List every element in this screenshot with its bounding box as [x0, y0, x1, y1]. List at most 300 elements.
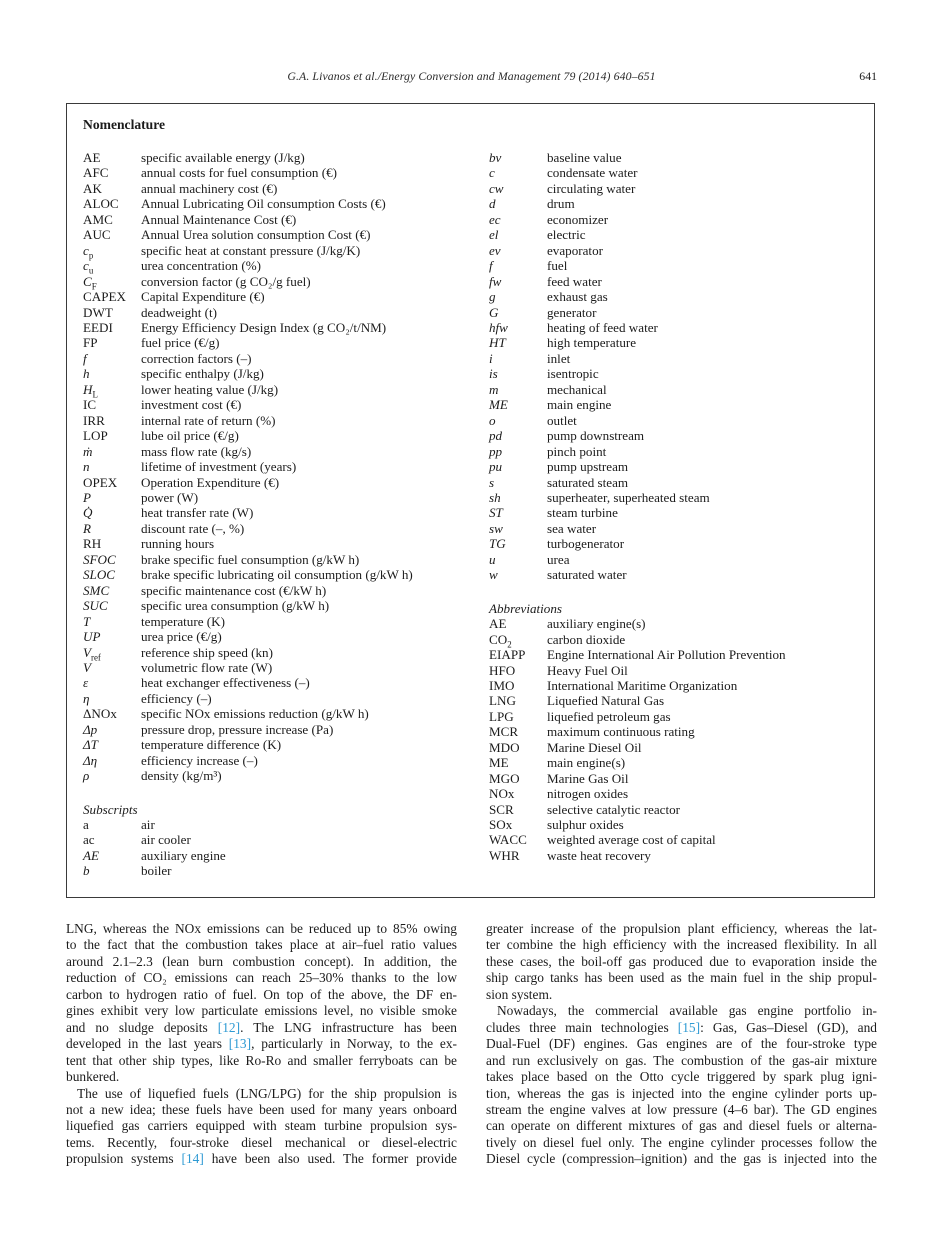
symbol: a — [83, 817, 89, 833]
citation-link[interactable]: [12] — [217, 1019, 241, 1035]
nomenclature-entry — [83, 817, 489, 832]
definition: pressure drop, pressure increase (Pa) — [141, 721, 334, 737]
definition: running hours — [141, 536, 215, 552]
nomenclature-entry — [83, 505, 489, 520]
symbol: d — [489, 196, 496, 212]
symbol: s — [489, 474, 495, 490]
symbol: SLOC — [83, 567, 116, 583]
nomenclature-entry — [489, 150, 858, 165]
symbol: $H_L$ — [83, 381, 98, 400]
text-line: tent that other ship types, like Ro-Ro and smaller ferryboats can be — [66, 1052, 457, 1068]
nomenclature-entry — [489, 320, 858, 335]
nomenclature-box — [66, 103, 875, 898]
symbol: pp — [489, 443, 503, 459]
nomenclature-entry — [83, 335, 489, 350]
citation-link[interactable]: [15] — [677, 1019, 701, 1035]
definition: saturated water — [547, 567, 627, 583]
definition: fuel — [547, 258, 568, 274]
definition: evaporator — [547, 242, 603, 258]
text-line: takes place based on the Otto cycle triggered by spark plug igni- — [486, 1069, 877, 1085]
symbol: b — [83, 863, 90, 879]
symbol: LPG — [489, 708, 514, 724]
definition: Energy Efficiency Design Index (g CO₂/t/NM) — [141, 319, 387, 335]
nomenclature-entry — [83, 165, 489, 180]
nomenclature-entry — [489, 724, 858, 739]
text-line: LNG, whereas the NOx emissions can be reduced up to 85% owing — [66, 921, 457, 936]
nomenclature-entry — [489, 740, 858, 755]
definition: carbon dioxide — [547, 631, 626, 647]
definition: specific heat at constant pressure (J/kg/K) — [141, 242, 361, 258]
definition: electric — [547, 227, 586, 243]
definition: power (W) — [141, 489, 199, 505]
symbol: SMC — [83, 582, 110, 598]
symbol: fw — [489, 273, 502, 289]
text-line: Dual-Fuel (DF) engines. Gas engines are of the four-stroke type — [486, 1036, 877, 1052]
symbol: hfw — [489, 319, 508, 335]
text-line: liquefied gas carriers equipped with steam turbine propulsion sys- — [66, 1118, 457, 1134]
nomenclature-entry — [489, 631, 858, 650]
definition: steam turbine — [547, 505, 618, 521]
definition: International Maritime Organization — [547, 677, 738, 693]
symbol: EIAPP — [489, 647, 526, 663]
definition: Liquefied Natural Gas — [547, 693, 665, 709]
definition: sulphur oxides — [547, 817, 624, 833]
symbol: u — [489, 551, 496, 567]
nomenclature-entry — [83, 305, 489, 320]
nomenclature-entry — [489, 397, 858, 412]
nomenclature-entry — [83, 181, 489, 196]
text-line: not a new idea; these fuels have been used for many years onboard — [66, 1101, 457, 1117]
symbol: el — [489, 227, 499, 243]
definition: lower heating value (J/kg) — [141, 381, 279, 397]
symbol: FP — [83, 335, 98, 351]
citation-link[interactable]: [13] — [228, 1036, 252, 1052]
paragraph — [486, 921, 877, 1003]
symbol: SUC — [83, 598, 108, 614]
nomenclature-entry — [83, 567, 489, 582]
symbol: AE — [489, 616, 507, 632]
nomenclature-entry — [489, 165, 858, 180]
nomenclature-entry — [489, 181, 858, 196]
nomenclature-entry — [83, 444, 489, 459]
definition: lube oil price (€/g) — [141, 428, 239, 444]
symbol: ME — [489, 755, 509, 771]
symbol: c — [489, 165, 495, 181]
symbol: HT — [489, 335, 506, 351]
definition: Annual Lubricating Oil consumption Costs (€) — [141, 196, 386, 212]
definition: main engine(s) — [547, 755, 626, 771]
definition: auxiliary engine(s) — [547, 616, 646, 632]
nomenclature-entry — [489, 227, 858, 242]
symbol: ρ — [83, 768, 90, 784]
nomenclature-entry — [83, 722, 489, 737]
nomenclature-entry — [489, 444, 858, 459]
nomenclature-entry — [83, 242, 489, 261]
definition: specific maintenance cost (€/kW h) — [141, 582, 327, 598]
nomenclature-entry — [489, 832, 858, 847]
nomenclature-entry — [83, 583, 489, 598]
definition: Operation Expenditure (€) — [141, 474, 280, 490]
symbol: bv — [489, 150, 502, 165]
nomenclature-right-column — [489, 150, 858, 879]
nomenclature-entry — [489, 567, 858, 582]
definition: superheater, superheated steam — [547, 489, 710, 505]
definition: pump upstream — [547, 459, 629, 475]
nomenclature-entry — [489, 351, 858, 366]
text-line: gines exhibit very low particulate emissions level, no visible smoke — [66, 1003, 457, 1019]
body-text — [66, 921, 877, 1168]
nomenclature-entry — [489, 536, 858, 551]
text-line: tively on diesel fuel only. The engine cylinder processes follow the — [486, 1134, 877, 1150]
text-line: carbon to hydrogen ratio of fuel. On top of the above, the DF en- — [66, 986, 457, 1002]
nomenclature-entry — [83, 521, 489, 536]
symbol: o — [489, 412, 496, 428]
nomenclature-entry — [83, 273, 489, 292]
symbol: sw — [489, 520, 503, 536]
definition: drum — [547, 196, 575, 212]
symbol: AK — [83, 180, 102, 196]
definition: Marine Gas Oil — [547, 770, 629, 786]
symbol: RH — [83, 536, 102, 552]
definition: fuel price (€/g) — [141, 335, 220, 351]
text-line: tems. Recently, four-stroke diesel mechanical or diesel-electric — [66, 1134, 457, 1150]
definition: efficiency increase (–) — [141, 752, 258, 768]
definition: isentropic — [547, 366, 599, 382]
text-line: and no sludge deposits [12]. The LNG infrastructure has been — [66, 1019, 458, 1035]
nomenclature-entry — [83, 196, 489, 211]
nomenclature-entry — [83, 150, 489, 165]
definition: deadweight (t) — [141, 304, 217, 320]
paragraph — [66, 1086, 457, 1168]
nomenclature-entry — [83, 212, 489, 227]
nomenclature-title: Nomenclature — [83, 117, 166, 132]
nomenclature-entry — [489, 786, 858, 801]
symbol: ec — [489, 211, 501, 227]
symbol: ev — [489, 242, 501, 258]
nomenclature-entry — [489, 305, 858, 320]
definition: economizer — [547, 211, 609, 227]
definition: condensate water — [547, 165, 638, 181]
nomenclature-entry — [489, 802, 858, 817]
definition: liquefied petroleum gas — [547, 708, 671, 724]
nomenclature-entry — [489, 289, 858, 304]
nomenclature-entry — [83, 381, 489, 400]
definition: outlet — [547, 412, 577, 428]
definition: urea concentration (%) — [141, 258, 261, 274]
symbol: MCR — [489, 724, 519, 740]
symbol: OPEX — [83, 474, 118, 490]
nomenclature-entry — [83, 258, 489, 276]
symbol: f — [83, 350, 87, 366]
symbol: m — [489, 381, 499, 397]
symbol: ṁ — [83, 443, 93, 459]
nomenclature-entry — [83, 536, 489, 551]
definition: exhaust gas — [547, 289, 608, 305]
nomenclature-entry — [489, 475, 858, 490]
symbol: ε — [83, 675, 89, 691]
definition: urea — [547, 551, 570, 567]
definition: air — [141, 817, 155, 833]
definition: circulating water — [547, 180, 636, 196]
symbol: pu — [489, 459, 503, 475]
definition: density (kg/m³) — [141, 768, 222, 784]
definition: urea price (€/g) — [141, 629, 222, 645]
nomenclature-entry — [83, 863, 489, 878]
symbol: $V_{ref}$ — [83, 644, 101, 663]
definition: annual machinery cost (€) — [141, 180, 278, 196]
symbol: SCR — [489, 801, 514, 817]
definition: Annual Urea solution consumption Cost (€) — [141, 227, 371, 243]
citation-link[interactable]: [14] — [181, 1151, 204, 1167]
text-line: and run exclusively on gas. The combustion of the gas-air mixture — [486, 1052, 877, 1068]
symbol: IMO — [489, 677, 515, 693]
nomenclature-entry — [489, 459, 858, 474]
definition: annual costs for fuel consumption (€) — [141, 165, 337, 181]
text-line: around 2.1–2.3 (lean burn combustion concept). In addition, the — [66, 953, 457, 969]
symbol: n — [83, 459, 90, 475]
definition: heating of feed water — [547, 319, 658, 335]
nomenclature-entry — [489, 243, 858, 258]
nomenclature-entry — [83, 397, 489, 412]
definition: specific available energy (J/kg) — [141, 150, 305, 165]
nomenclature-entry — [83, 768, 489, 783]
symbol: IC — [83, 397, 97, 413]
definition: pump downstream — [547, 428, 645, 444]
nomenclature-entry — [83, 675, 489, 690]
text-line: propulsion systems [14] have been also used. The former provide — [66, 1151, 457, 1167]
symbol: SOx — [489, 817, 513, 833]
text-line: can operate on different mixtures of gas and diesel fuels or alterna- — [486, 1118, 877, 1134]
nomenclature-entry — [489, 709, 858, 724]
symbol: WHR — [489, 847, 520, 863]
nomenclature-entry — [83, 428, 489, 443]
symbol: R — [83, 520, 91, 536]
text-line: reduction of CO₂ emissions can reach 25–30% thanks to the low — [66, 970, 457, 986]
symbol: $CO_2$ — [489, 631, 512, 650]
text-line: sion system. — [486, 986, 553, 1002]
definition: pinch point — [547, 443, 607, 459]
nomenclature-entry — [489, 335, 858, 350]
nomenclature-entry — [489, 196, 858, 211]
definition: saturated steam — [547, 474, 629, 490]
definition: main engine — [547, 397, 612, 413]
page-number: 641 — [859, 69, 877, 83]
nomenclature-entry — [489, 428, 858, 443]
definition: mechanical — [547, 381, 607, 397]
definition: weighted average cost of capital — [547, 832, 716, 848]
nomenclature-entry — [83, 737, 489, 752]
nomenclature-entry — [489, 693, 858, 708]
definition: turbogenerator — [547, 536, 625, 552]
definition: sea water — [547, 520, 597, 536]
symbol: Q̇ — [83, 505, 93, 521]
symbol: UP — [83, 629, 101, 645]
definition: brake specific lubricating oil consumption (g/kW h) — [141, 567, 413, 583]
symbol: DWT — [83, 304, 113, 320]
definition: volumetric flow rate (W) — [141, 659, 273, 675]
text-line: cludes three main technologies [15]: Gas, Gas–Diesel (GD), and — [486, 1019, 877, 1035]
nomenclature-entry — [83, 629, 489, 644]
paragraph — [486, 1003, 877, 1168]
nomenclature-entry — [489, 552, 858, 567]
nomenclature-entry — [83, 320, 489, 335]
definition: temperature difference (K) — [141, 737, 282, 753]
nomenclature-entry — [83, 848, 489, 863]
symbol: AUC — [83, 227, 111, 243]
definition: heat transfer rate (W) — [141, 505, 254, 521]
definition: specific enthalpy (J/kg) — [141, 366, 264, 382]
symbol: h — [83, 366, 90, 382]
definition: investment cost (€) — [141, 397, 242, 413]
definition: Heavy Fuel Oil — [547, 662, 628, 678]
nomenclature-entry — [83, 660, 489, 675]
nomenclature-entry — [83, 289, 489, 304]
symbol: ac — [83, 832, 95, 848]
nomenclature-entry — [489, 755, 858, 770]
nomenclature-entry — [489, 616, 858, 631]
nomenclature-entry — [489, 212, 858, 227]
text-line: bunkered. — [66, 1069, 120, 1085]
definition: mass flow rate (kg/s) — [141, 443, 252, 459]
symbol: Δη — [83, 752, 98, 768]
definition: heat exchanger effectiveness (–) — [141, 675, 310, 691]
nomenclature-entry — [83, 366, 489, 381]
text-line: ship cargo tanks has been used as the main fuel in the ship propul- — [486, 970, 877, 986]
text-line: Diesel cycle (compression–ignition) and the gas is injected into the — [486, 1151, 877, 1167]
nomenclature-entry — [83, 227, 489, 242]
nomenclature-entry — [489, 258, 858, 273]
nomenclature-entry — [83, 459, 489, 474]
definition: selective catalytic reactor — [547, 801, 681, 817]
nomenclature-entry — [83, 598, 489, 613]
definition: discount rate (–, %) — [141, 520, 245, 536]
definition: correction factors (–) — [141, 350, 252, 366]
symbol: cw — [489, 180, 504, 196]
nomenclature-entry — [83, 475, 489, 490]
symbol: AE — [83, 150, 101, 165]
symbol: ST — [489, 505, 503, 521]
nomenclature-entry — [83, 832, 489, 847]
definition: auxiliary engine — [141, 847, 226, 863]
nomenclature-entry — [489, 490, 858, 505]
symbol: HFO — [489, 662, 516, 678]
nomenclature-entry — [489, 771, 858, 786]
nomenclature-entry — [83, 552, 489, 567]
definition: maximum continuous rating — [547, 724, 695, 740]
definition: efficiency (–) — [141, 690, 212, 706]
definition: air cooler — [141, 832, 191, 848]
definition: nitrogen oxides — [547, 786, 629, 802]
nomenclature-entry — [489, 505, 858, 520]
definition: lifetime of investment (years) — [141, 459, 297, 475]
nomenclature-entry — [83, 753, 489, 768]
symbol: TG — [489, 536, 506, 552]
nomenclature-entry — [83, 614, 489, 629]
symbol: NOx — [489, 786, 515, 802]
paragraph — [66, 921, 457, 1086]
definition: baseline value — [547, 150, 622, 165]
definition: internal rate of return (%) — [141, 412, 276, 428]
definition: conversion factor (g CO₂/g fuel) — [141, 273, 311, 289]
text-line: stream the engine valves at low pressure (4–6 bar). The GD engines — [486, 1101, 877, 1117]
definition: inlet — [547, 350, 571, 366]
symbol: AE — [83, 847, 99, 863]
definition: Capital Expenditure (€) — [141, 289, 265, 305]
nomenclature-section-heading: Subscripts — [83, 801, 138, 817]
symbol: P — [83, 489, 91, 505]
symbol: WACC — [489, 832, 527, 848]
symbol: Δp — [83, 721, 98, 737]
nomenclature-entry — [489, 663, 858, 678]
symbol: V — [83, 659, 91, 675]
symbol: T — [83, 613, 91, 629]
text-line: Nowadays, the commercial available gas engine portfolio in- — [497, 1003, 877, 1019]
nomenclature-entry — [489, 366, 858, 381]
symbol: LOP — [83, 428, 108, 444]
definition: reference ship speed (kn) — [141, 644, 273, 660]
definition: generator — [547, 304, 597, 320]
symbol: ΔNOx — [83, 706, 117, 722]
definition: specific urea consumption (g/kW h) — [141, 598, 330, 614]
nomenclature-entry — [83, 706, 489, 721]
nomenclature-entry — [489, 382, 858, 397]
symbol: ΔT — [83, 737, 98, 753]
definition: high temperature — [547, 335, 637, 351]
nomenclature-entry — [83, 490, 489, 505]
symbol: is — [489, 366, 498, 382]
symbol: η — [83, 690, 90, 706]
text-line: ter combine the high efficiency with the increased flexibility. In all — [486, 937, 877, 953]
definition: boiler — [141, 863, 172, 879]
symbol: g — [489, 289, 496, 305]
symbol: G — [489, 304, 499, 320]
body-right-column — [486, 921, 877, 1168]
running-title: G.A. Livanos et al./Energy Conversion and Management 79 (2014) 640–651 — [287, 69, 656, 83]
symbol: MDO — [489, 739, 520, 755]
text-line: to the fact that the combustion takes place at air–fuel ratio values — [66, 937, 457, 953]
symbol: ALOC — [83, 196, 119, 212]
definition: waste heat recovery — [547, 847, 651, 863]
symbol: pd — [489, 428, 503, 444]
definition: specific NOx emissions reduction (g/kW h) — [141, 706, 369, 722]
nomenclature-entry — [489, 521, 858, 536]
page-header — [66, 69, 877, 84]
symbol: i — [489, 350, 493, 366]
nomenclature-left-column — [83, 150, 489, 879]
body-left-column — [66, 921, 457, 1168]
symbol: EEDI — [83, 319, 113, 335]
text-line: The use of liquefied fuels (LNG/LPG) for the ship propulsion is — [77, 1085, 457, 1101]
symbol: $C_F$ — [83, 273, 97, 292]
definition: feed water — [547, 273, 602, 289]
nomenclature-entry — [489, 817, 858, 832]
symbol: sh — [489, 489, 501, 505]
nomenclature-entry — [489, 678, 858, 693]
definition: Engine International Air Pollution Prevention — [547, 647, 786, 663]
nomenclature-entry — [83, 691, 489, 706]
nomenclature-entry — [489, 413, 858, 428]
text-line: developed in the last years [13], particularly in Norway, to the ex- — [66, 1036, 457, 1052]
text-line: these cases, the boil-off gas produced due to evaporation inside the — [486, 953, 877, 969]
symbol: AFC — [83, 165, 109, 181]
symbol: LNG — [489, 693, 516, 709]
nomenclature-columns — [83, 150, 858, 879]
symbol: AMC — [83, 211, 113, 227]
nomenclature-entry — [489, 848, 858, 863]
symbol: CAPEX — [83, 289, 126, 305]
nomenclature-entry — [83, 644, 489, 663]
symbol: SFOC — [83, 551, 116, 567]
